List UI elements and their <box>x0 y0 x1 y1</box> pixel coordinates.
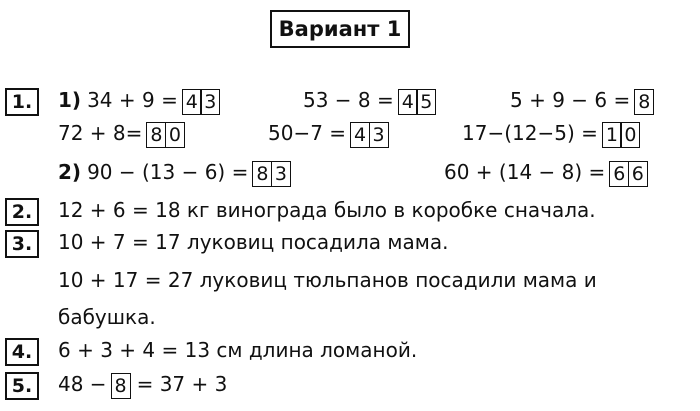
task-1-row-3-expr-1 <box>58 156 291 188</box>
variant-title: Вариант 1 <box>270 10 410 48</box>
answer-digit: 8 <box>111 373 131 399</box>
answer-boxes <box>609 161 648 187</box>
answer-boxes <box>182 89 221 115</box>
task-3-line-2: 10 + 17 = 27 луковиц тюльпанов посадили мама и <box>58 268 597 292</box>
task-1-row-3-expr-2 <box>444 156 648 188</box>
expression: 60 + (14 − 8) = <box>444 160 606 184</box>
answer-digit: 3 <box>369 122 389 148</box>
part-1-label: 1) <box>58 88 82 112</box>
answer-digit: 0 <box>620 122 640 148</box>
answer-digit: 3 <box>271 161 291 187</box>
task-5-number: 5. <box>5 372 39 400</box>
answer-digit: 4 <box>350 122 370 148</box>
task-1-row-2-expr-3 <box>462 117 640 149</box>
answer-digit: 8 <box>146 122 166 148</box>
answer-digit: 0 <box>165 122 185 148</box>
expression: 90 − (13 − 6) = <box>87 160 249 184</box>
answer-boxes <box>350 122 389 148</box>
task-2-text: 12 + 6 = 18 кг винограда было в коробке сначала. <box>58 198 596 222</box>
expression: 34 + 9 = <box>87 88 178 112</box>
answer-digit: 8 <box>634 89 654 115</box>
task-1-row-1-expr-3 <box>510 84 654 116</box>
answer-boxes <box>602 122 641 148</box>
answer-digit: 4 <box>398 89 418 115</box>
answer-digit: 1 <box>602 122 622 148</box>
answer-digit: 4 <box>182 89 202 115</box>
expression: = 37 + 3 <box>136 372 228 396</box>
task-4-text: 6 + 3 + 4 = 13 см длина ломаной. <box>58 338 418 362</box>
task-4-number: 4. <box>5 338 39 366</box>
answer-digit: 8 <box>252 161 272 187</box>
answer-boxes <box>252 161 291 187</box>
task-1-row-2-expr-1 <box>58 117 185 149</box>
expression: 48 − <box>58 372 107 396</box>
task-1-row-2-expr-2 <box>268 117 389 149</box>
task-1-row-1-expr-1 <box>58 84 220 116</box>
task-1-row-1-expr-2 <box>303 84 436 116</box>
task-2-number: 2. <box>5 198 39 226</box>
expression: 72 + 8= <box>58 121 143 145</box>
expression: 5 + 9 − 6 = <box>510 88 631 112</box>
answer-digit: 3 <box>200 89 220 115</box>
task-3-number: 3. <box>5 230 39 258</box>
part-2-label: 2) <box>58 160 82 184</box>
answer-digit: 6 <box>609 161 629 187</box>
answer-boxes <box>111 373 131 399</box>
task-5-equation <box>58 368 227 400</box>
answer-digit: 5 <box>416 89 436 115</box>
expression: 53 − 8 = <box>303 88 394 112</box>
answer-boxes <box>146 122 185 148</box>
task-3-line-3: бабушка. <box>58 305 156 329</box>
expression: 17−(12−5) = <box>462 121 598 145</box>
task-1-number: 1. <box>5 88 39 116</box>
expression: 50−7 = <box>268 121 347 145</box>
answer-digit: 6 <box>628 161 648 187</box>
answer-boxes <box>398 89 437 115</box>
answer-boxes <box>634 89 654 115</box>
task-3-line-1: 10 + 7 = 17 луковиц посадила мама. <box>58 230 449 254</box>
